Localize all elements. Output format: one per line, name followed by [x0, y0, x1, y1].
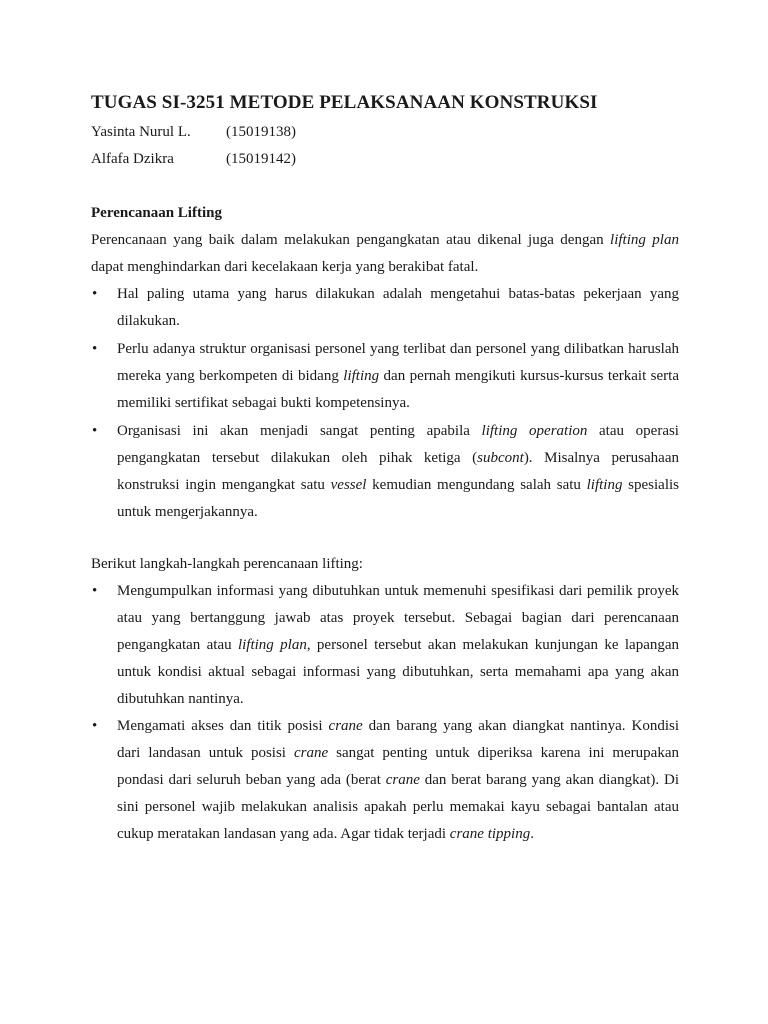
bullet-icon: •	[92, 718, 98, 734]
bullet-list-steps	[91, 578, 679, 848]
list-item	[91, 336, 679, 417]
italic-term: lifting operation	[481, 423, 588, 439]
author-row	[91, 151, 296, 168]
italic-term: lifting	[343, 368, 380, 384]
bullet-icon: •	[92, 423, 98, 439]
italic-term: lifting	[586, 477, 623, 493]
bullet-icon: •	[92, 583, 98, 599]
text-run: Hal paling utama yang harus dilakukan adalah mengetahui batas-batas pekerjaan yang dilakukan.	[117, 286, 679, 329]
text-run: Organisasi ini akan menjadi sangat penting apabila	[117, 423, 482, 439]
text-run: dan barang yang akan diangkat nantinya. Kondisi dari landasan untuk posisi	[117, 718, 680, 761]
italic-term: lifting plan	[610, 232, 679, 248]
list-item	[91, 281, 679, 335]
bullet-icon: •	[92, 286, 98, 302]
text-run: dan berat barang yang akan diangkat). Di sini personel wajib melakukan analisis apakah perlu memakai kayu sebagai bantalan atau cukup meratakan landasan yang ada. Agar tidak terjadi	[117, 772, 679, 842]
author-id: (15019142)	[226, 151, 296, 167]
text-run: ). Misalnya perusahaan konstruksi ingin mengangkat satu	[117, 450, 679, 493]
author-name: Alfafa Dzikra	[91, 151, 174, 167]
bullet-list-lifting	[91, 281, 679, 526]
steps-intro-paragraph: Berikut langkah-langkah perencanaan lifting:	[91, 556, 363, 572]
text-run: Perlu adanya struktur organisasi personel yang terlibat dan personel yang dilibatkan haruslah mereka yang berkompeten di bidang	[117, 341, 679, 384]
italic-term: lifting plan	[237, 637, 307, 653]
author-id: (15019138)	[226, 124, 296, 140]
italic-term: subcont	[477, 450, 524, 466]
author-row	[91, 124, 296, 141]
section-heading: Perencanaan Lifting	[91, 205, 222, 221]
list-item	[91, 713, 679, 848]
text-run: sangat penting untuk diperiksa karena ini merupakan pondasi dari seluruh beban yang ada (berat	[117, 745, 679, 788]
text-run: kemudian mengundang salah satu	[366, 477, 587, 493]
text-run: dapat menghindarkan dari kecelakaan kerja yang berakibat fatal.	[91, 259, 479, 275]
italic-term: crane	[328, 718, 363, 734]
text-run: Mengumpulkan informasi yang dibutuhkan untuk memenuhi spesifikasi dari pemilik proyek atau yang bertanggung jawab atas proyek tersebut. Sebagai bagian dari perencanaan pengangkatan atau	[117, 583, 679, 653]
text-run: Perencanaan yang baik dalam melakukan pengangkatan atau dikenal juga dengan	[91, 232, 611, 248]
text-run: Mengamati akses dan titik posisi	[117, 718, 329, 734]
italic-term: crane	[293, 745, 329, 761]
bullet-icon: •	[92, 341, 98, 357]
author-name: Yasinta Nurul L.	[91, 124, 191, 140]
intro-paragraph	[91, 227, 679, 281]
text-run: .	[530, 826, 534, 842]
document-title: TUGAS SI-3251 METODE PELAKSANAAN KONSTRUKSI	[91, 92, 598, 113]
text-run: , personel tersebut akan melakukan kunjungan ke lapangan untuk kondisi aktual sebagai informasi yang dibutuhkan, serta memahami apa yang akan dibutuhkan nantinya.	[117, 637, 680, 707]
text-run: spesialis untuk mengerjakannya.	[117, 477, 679, 520]
text-run: dan pernah mengikuti kursus-kursus terkait serta memiliki sertifikat sebagai bukti kompetensinya.	[117, 368, 680, 411]
italic-term: vessel	[330, 477, 367, 493]
italic-term: crane	[385, 772, 420, 788]
text-run: atau operasi pengangkatan tersebut dilakukan oleh pihak ketiga (	[117, 423, 679, 466]
list-item	[91, 578, 679, 713]
italic-term: crane tipping	[449, 826, 531, 842]
list-item	[91, 418, 679, 526]
